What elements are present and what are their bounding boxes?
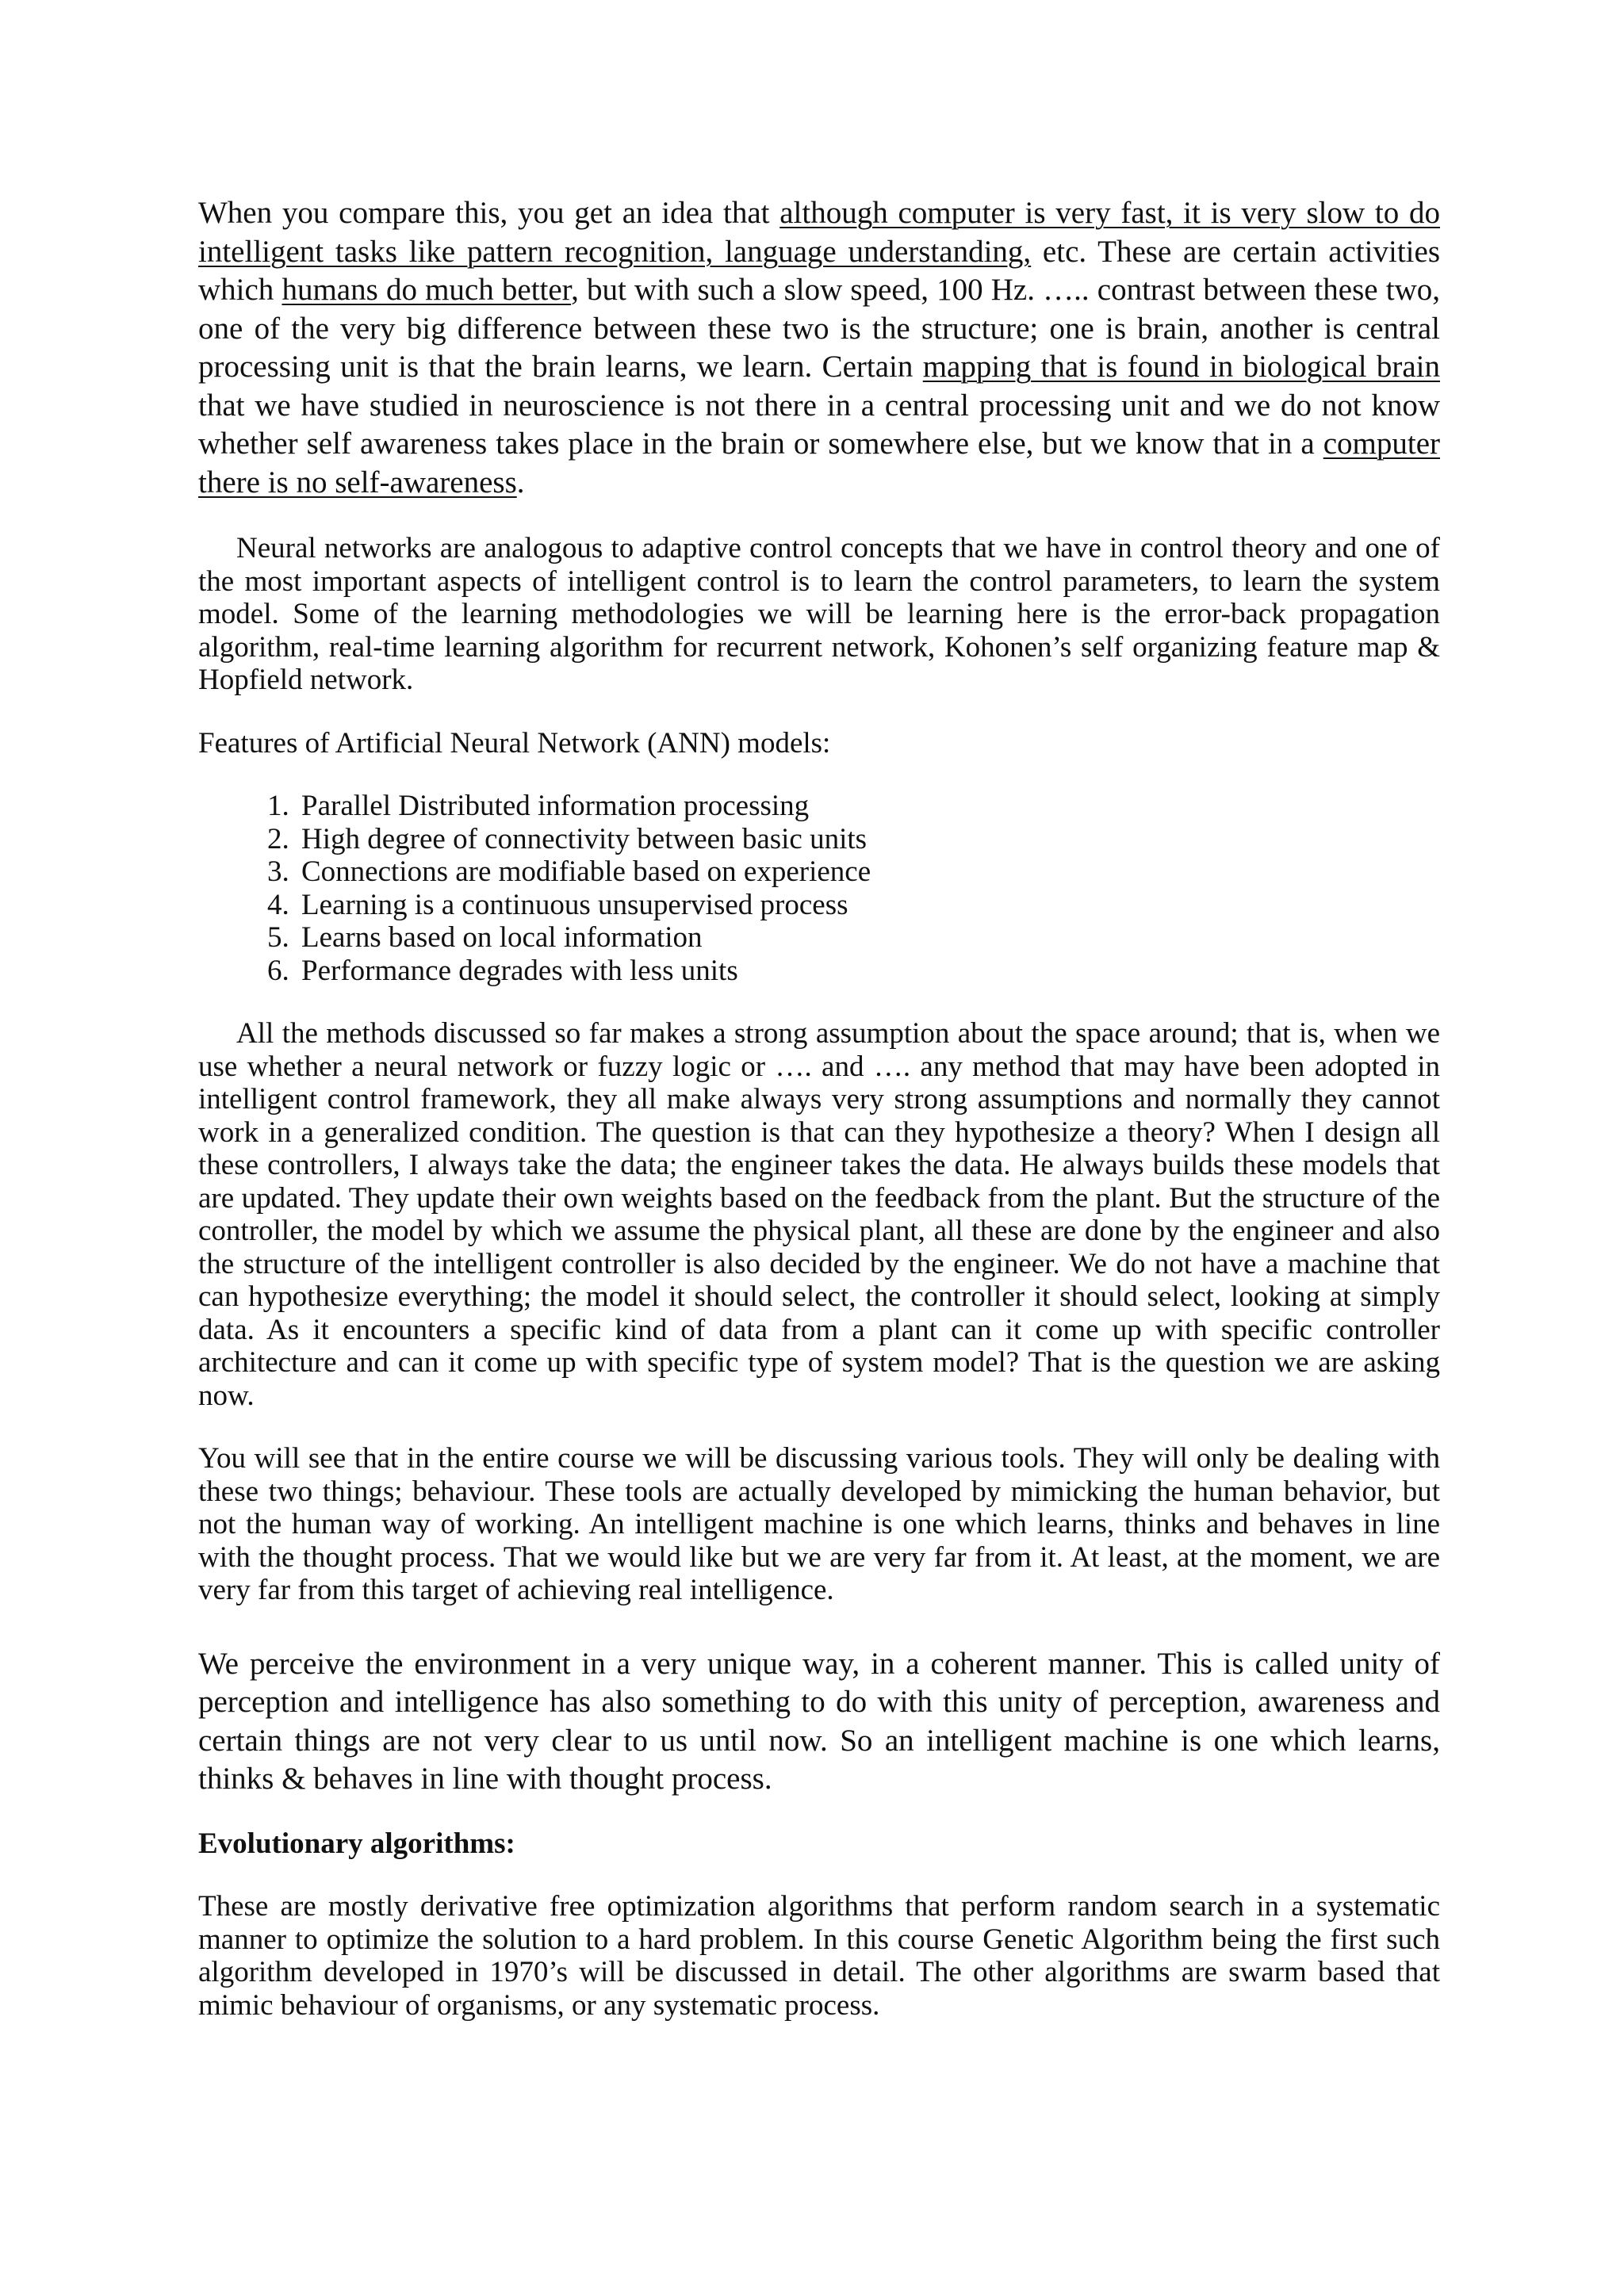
features-intro: Features of Artificial Neural Network (ANN) models:: [198, 726, 831, 760]
list-item: 2. High degree of connectivity between basic units: [297, 823, 1440, 856]
list-item: 1. Parallel Distributed information processing: [297, 790, 1440, 823]
underlined-text: humans do much better: [282, 273, 572, 307]
text-span: When you compare this, you get an idea that: [198, 196, 780, 230]
list-item: 4. Learning is a continuous unsupervised process: [297, 889, 1440, 922]
underlined-text: computer there is no self-awareness: [198, 427, 1440, 499]
features-list: [198, 790, 1440, 987]
paragraph-neural-networks: Neural networks are analogous to adaptive control concepts that we have in control theory and one of the most important aspects of intelligent control is to learn the control parameters, to learn the system model. Some of the learning methodologies we will be learning here is the error-back propagation algorithm, real-time learning algorithm for recurrent network, Kohonen’s self organizing feature map & Hopfield network.: [198, 532, 1440, 696]
list-item: 5. Learns based on local information: [297, 921, 1440, 955]
paragraph-methods: All the methods discussed so far makes a strong assumption about the space around; that is, when we use whether a neural network or fuzzy logic or …. and …. any method that may have been adopted in intelligent control framework, they all make always very strong assumptions and normally they cannot work in a generalized condition. The question is that can they hypothesize a theory? When I design all these controllers, I always take the data; the engineer takes the data. He always builds these models that are updated. They update their own weights based on the feedback from the plant. But the structure of the controller, the model by which we assume the physical plant, all these are done by the engineer and also the structure of the intelligent controller is also decided by the engineer. We do not have a machine that can hypothesize everything; the model it should select, the controller it should select, looking at simply data. As it encounters a specific kind of data from a plant can it come up with specific controller architecture and can it come up with specific type of system model? That is the question we are asking now.: [198, 1017, 1440, 1412]
paragraph-comparison: [198, 194, 1440, 502]
paragraph-evolutionary: These are mostly derivative free optimization algorithms that perform random search in a systematic manner to optimize the solution to a hard problem. In this course Genetic Algorithm being the first such algorithm developed in 1970’s will be discussed in detail. The other algorithms are swarm based that mimic behaviour of organisms, or any systematic process.: [198, 1890, 1440, 2022]
underlined-text: although computer is very fast, it is very slow to do intelligent tasks like pattern recognition, language understanding,: [198, 196, 1440, 269]
text-span: , but with such a slow speed, 100 Hz. ….. contrast between these two, one of the very big difference between these two is the structure; one is brain, another is central processing unit is that the brain learns, we learn. Certain: [198, 273, 1441, 384]
section-heading: Evolutionary algorithms:: [198, 1827, 515, 1860]
underlined-text: mapping that is found in biological brain: [922, 350, 1440, 384]
document-page: [198, 194, 1440, 2022]
text-span: that we have studied in neuroscience is not there in a central processing unit and we do not know whether self awareness takes place in the brain or somewhere else, but we know that in a: [198, 388, 1440, 461]
text-span: .: [516, 465, 525, 499]
text-span: etc. These are certain activities which: [198, 234, 1440, 307]
paragraph-tools: You will see that in the entire course we will be discussing various tools. They will only be dealing with these two things; behaviour. These tools are actually developed by mimicking the human behavior, but not the human way of working. An intelligent machine is one which learns, thinks and behaves in line with the thought process. That we would like but we are very far from it. At least, at the moment, we are very far from this target of achieving real intelligence.: [198, 1442, 1440, 1606]
list-item: 3. Connections are modifiable based on experience: [297, 855, 1440, 889]
list-item: 6. Performance degrades with less units: [297, 955, 1440, 988]
paragraph-perception: We perceive the environment in a very unique way, in a coherent manner. This is called unity of perception and intelligence has also something to do with this unity of perception, awareness and certain things are not very clear to us until now. So an intelligent machine is one which learns, thinks & behaves in line with thought process.: [198, 1646, 1440, 1796]
